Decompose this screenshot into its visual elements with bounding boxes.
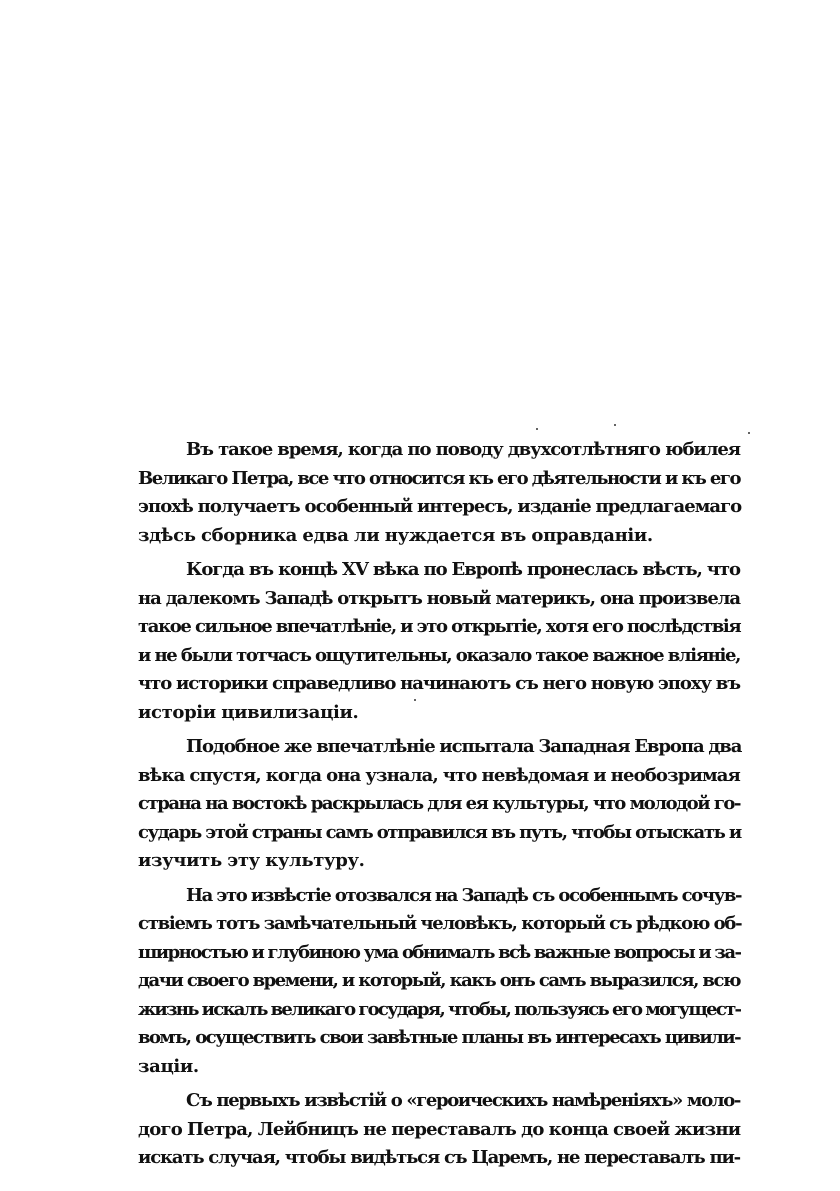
text-line: искать случая, чтобы видѣться съ Царемъ, не переставалъ пи- — [138, 1147, 740, 1168]
text-line: дого Петра, Лейбницъ не переставалъ до конца своей жизни — [138, 1118, 741, 1140]
text-line: здѣсь сборника едва ли нуждается въ оправданіи. — [138, 524, 653, 546]
paragraph-3 — [138, 733, 740, 876]
paragraph-4 — [138, 882, 740, 1082]
text-line: заціи. — [138, 1055, 199, 1077]
text-line: Въ такое время, когда по поводу двухсотлѣтняго юбилея — [186, 439, 740, 460]
body-text — [138, 436, 740, 1179]
text-line: ствіемъ тотъ замѣчательный человѣкъ, который съ рѣдкою об- — [138, 913, 742, 934]
text-line: Подобное же впечатлѣніе испытала Западная Европа два — [186, 736, 742, 757]
text-line: дачи своего времени, и который, какъ онъ самъ выразился, всю — [138, 970, 740, 991]
text-line: ширностью и глубиною ума обнималъ всѣ важные вопросы и за- — [138, 941, 741, 963]
paragraph-2 — [138, 556, 740, 727]
text-line: исторіи цивилизаціи. — [138, 701, 359, 723]
text-line: Великаго Петра, все что относится къ его дѣятельности и къ его — [138, 467, 740, 489]
paragraph-1 — [138, 436, 740, 550]
text-line: эпохѣ получаетъ особенный интересъ, изданіе предлагаемаго — [138, 496, 742, 517]
text-line: изучить эту культуру. — [138, 850, 365, 871]
text-line: и не были тотчасъ ощутительны, оказало такое важное вліяніе, — [138, 644, 740, 666]
paragraph-5 — [138, 1087, 740, 1173]
text-line: вомъ, осуществить свои завѣтные планы въ интересахъ цивили- — [138, 1027, 740, 1048]
text-line: вѣка спустя, когда она узнала, что невѣдомая и необозримая — [138, 764, 740, 786]
print-speck — [748, 432, 750, 434]
text-line: жизнь искалъ великаго государя, чтобы, пользуясь его могущест- — [138, 998, 741, 1020]
text-line: на далекомъ Западѣ открытъ новый материкъ, она произвела — [138, 587, 740, 609]
text-line: Съ первыхъ извѣстій о «героическихъ намѣреніяхъ» моло- — [186, 1090, 740, 1111]
print-speck — [536, 428, 538, 430]
text-line: страна на востокѣ раскрылась для ея культуры, что молодой го- — [138, 793, 740, 814]
text-line: сударь этой страны самъ отправился въ путь, чтобы отыскать и — [138, 821, 741, 843]
text-line: что историки справедливо начинаютъ съ него новую эпоху въ — [138, 673, 740, 694]
print-speck — [614, 424, 616, 426]
text-line: На это извѣстіе отозвался на Западѣ съ особеннымъ сочув- — [186, 884, 742, 906]
text-line: Когда въ концѣ XV вѣка по Европѣ пронеслась вѣсть, что — [186, 559, 740, 580]
text-line: такое сильное впечатлѣніе, и это открытіе, хотя его послѣдствія — [138, 616, 741, 637]
